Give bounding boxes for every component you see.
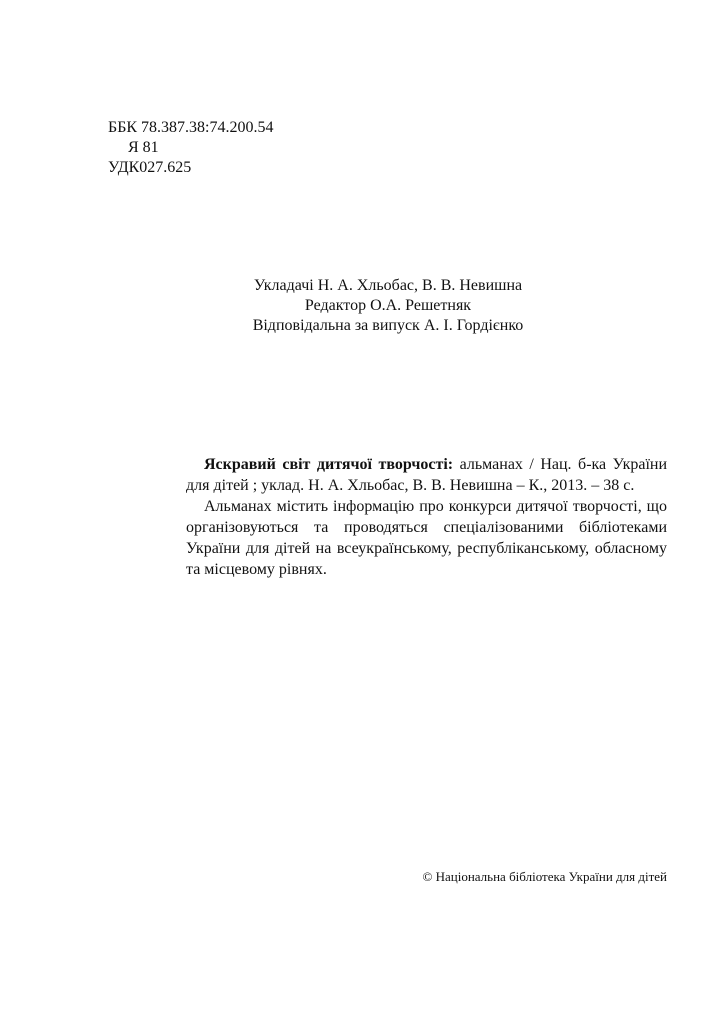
classification-block — [108, 118, 274, 178]
compilers-line: Укладачі Н. А. Хльобас, В. В. Невишна — [253, 277, 523, 294]
responsible-line: Відповідальна за випуск А. І. Гордієнко — [252, 317, 524, 334]
bibliographic-details: альманах / Нац. б-ка України для дітей ; уклад. Н. А. Хльобас, В. В. Невишна – К., 2013. – 38 с. — [186, 456, 668, 494]
udk-code: УДК027.625 — [108, 159, 192, 176]
copyright-notice: © Національна бібліотека України для дітей — [422, 869, 667, 884]
bibliographic-record — [186, 454, 667, 496]
author-mark: Я 81 — [128, 139, 159, 156]
bbk-code: ББК 78.387.38:74.200.54 — [108, 119, 274, 136]
book-title: Яскравий світ дитячої творчості: — [204, 456, 454, 473]
editor-line: Редактор О.А. Решетняк — [304, 297, 472, 314]
bibliographic-annotation — [186, 454, 667, 580]
annotation-summary: Альманах містить інформацію про конкурси дитячої творчості, що організовуються та проводяться спеціалізованими бібліотеками України для дітей на всеукраїнському, республіканському, обласному та місцевому рівнях. — [186, 498, 667, 578]
credits-block — [200, 276, 576, 336]
